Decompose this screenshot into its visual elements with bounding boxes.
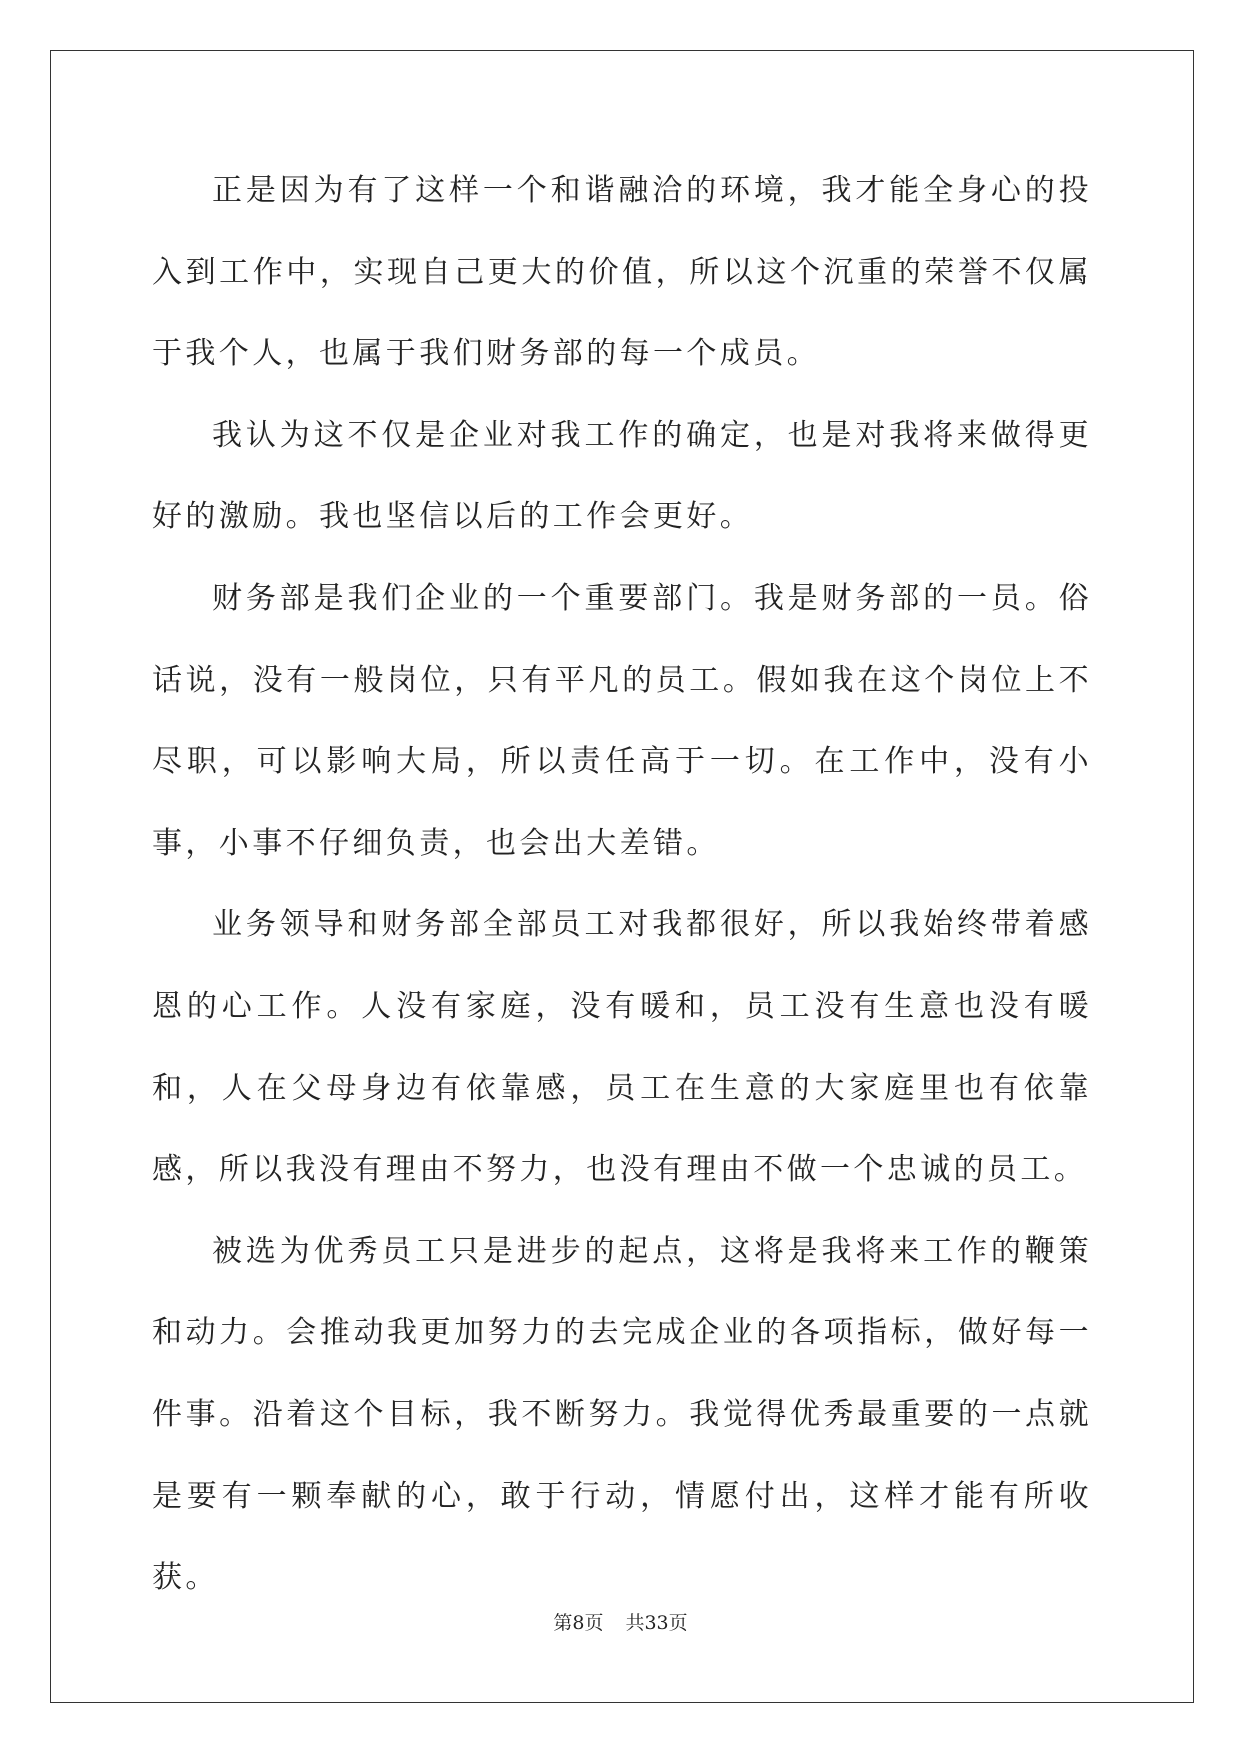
paragraph-4: 业务领导和财务部全部员工对我都很好，所以我始终带着感恩的心工作。人没有家庭，没有暖和，员工没有生意也没有暖和，人在父母身边有依靠感，员工在生意的大家庭里也有依靠感，所以我没有理由不努力，也没有理由不做一个忠诚的员工。 [152, 907, 1092, 1188]
page-footer [0, 1608, 1241, 1635]
paragraph-2: 我认为这不仅是企业对我工作的确定，也是对我将来做得更好的激励。我也坚信以后的工作会更好。 [152, 417, 1092, 535]
paragraph-3: 财务部是我们企业的一个重要部门。我是财务部的一员。俗话说，没有一般岗位，只有平凡的员工。假如我在这个岗位上不尽职，可以影响大局，所以责任高于一切。在工作中，没有小事，小事不仔细负责，也会出大差错。 [152, 580, 1092, 861]
paragraph-1: 正是因为有了这样一个和谐融洽的环境，我才能全身心的投入到工作中，实现自己更大的价值，所以这个沉重的荣誉不仅属于我个人，也属于我们财务部的每一个成员。 [152, 173, 1092, 372]
total-page-count: 共33页 [625, 1612, 688, 1634]
paragraph-5: 被选为优秀员工只是进步的起点，这将是我将来工作的鞭策和动力。会推动我更加努力的去完成企业的各项指标，做好每一件事。沿着这个目标，我不断努力。我觉得优秀最重要的一点就是要有一颗奉献的心，敢于行动，情愿付出，这样才能有所收获。 [152, 1233, 1092, 1596]
document-body [152, 150, 1092, 1619]
current-page-number: 第8页 [553, 1612, 604, 1634]
